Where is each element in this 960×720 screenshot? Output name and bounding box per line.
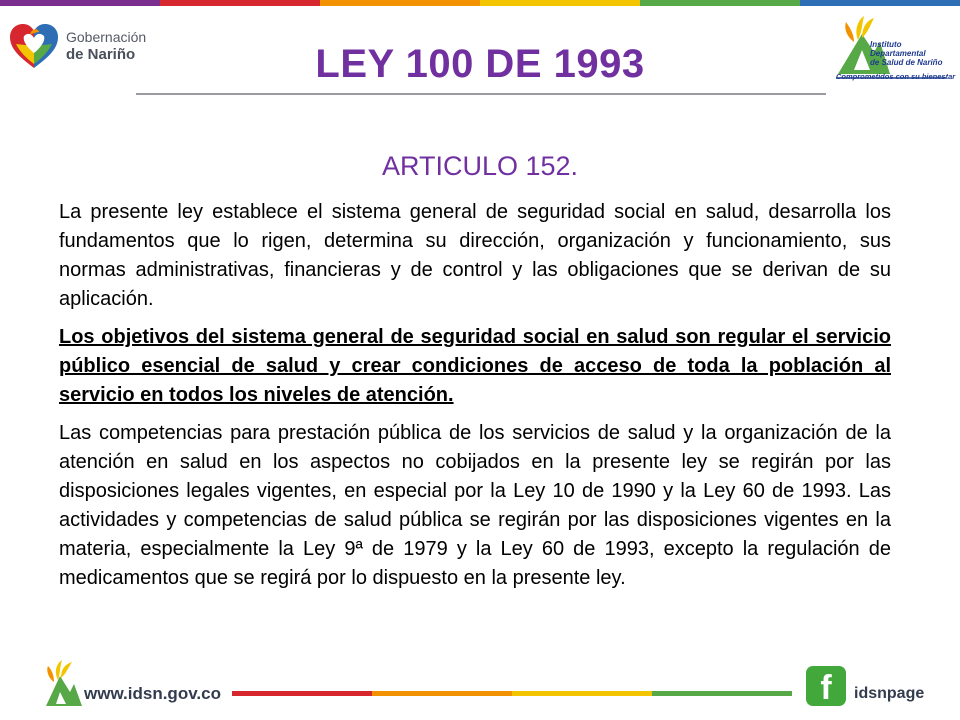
paragraph-3: Las competencias para prestación pública de los servicios de salud y la organización de la atención en salud en los aspectos no cobijados en la presente ley se regirán por las disposiciones legales vigentes, en especial por la Ley 10 de 1990 y la Ley 60 de 1993. Las actividades y competencias de salud pública se regirán por las disposiciones vigentes en la materia, especialmente la Ley 9ª de 1979 y la Ley 60 de 1993, excepto la regulación de medicamentos que se regirá por lo dispuesto en la presente ley. xyxy=(59,422,891,589)
top-color-stripes xyxy=(0,0,960,6)
website-link[interactable]: www.idsn.gov.co xyxy=(84,684,221,703)
idsn-logo-motto: Comprometidos con su bienestar xyxy=(836,72,956,81)
page-title: LEY 100 DE 1993 xyxy=(315,42,645,86)
idsn-logo-line2: Departamental xyxy=(870,49,926,58)
paragraph-2-emphasis: Los objetivos del sistema general de seguridad social en salud son regular el servicio público esencial de salud y crear condiciones de acceso de toda la población al servicio en todos los niveles de atención. xyxy=(59,326,891,406)
facebook-icon[interactable]: f xyxy=(806,666,846,706)
article-heading: ARTICULO 152. xyxy=(381,151,579,181)
article-body xyxy=(59,198,891,602)
facebook-page-link[interactable]: idsnpage xyxy=(854,685,925,702)
idsn-logo-line1: Instituto xyxy=(870,40,902,49)
paragraph-1: La presente ley establece el sistema general de seguridad social en salud, desarrolla los fundamentos que lo rigen, determina su dirección, organización y funcionamiento, sus normas administrativas, financieras y de control y las obligaciones que se derivan de su aplicación. xyxy=(59,201,891,310)
title-divider xyxy=(136,93,826,95)
idsn-logo-line3: de Salud de Nariño xyxy=(870,58,943,67)
idsn-footer-emblem-icon xyxy=(44,656,84,708)
gov-logo-line2: de Nariño xyxy=(66,46,136,63)
footer-color-rule xyxy=(232,691,792,696)
gov-logo-line1: Gobernación xyxy=(66,29,147,45)
